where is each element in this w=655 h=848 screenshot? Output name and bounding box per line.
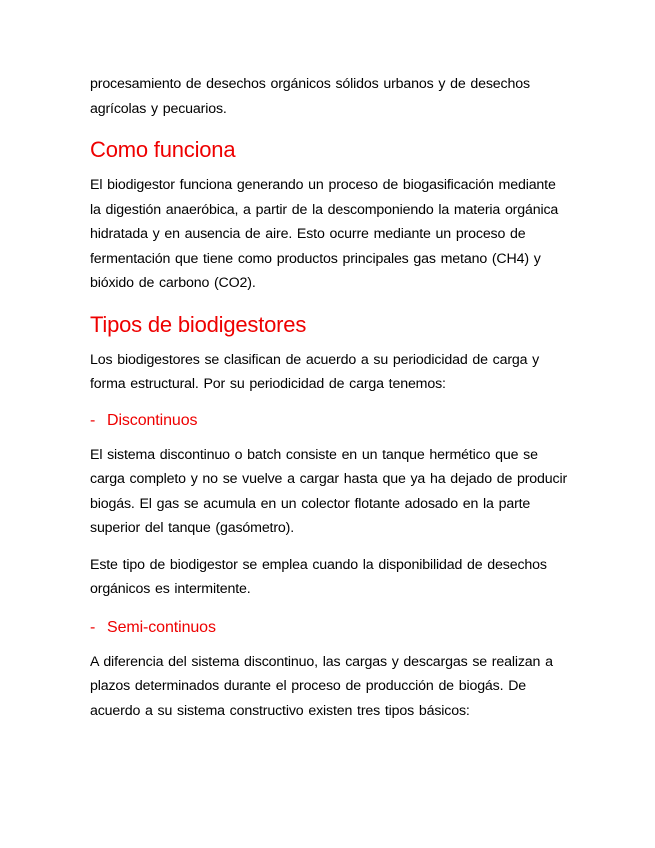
intro-paragraph: procesamiento de desechos orgánicos sólidos urbanos y de desechos agrícolas y pecuarios.	[90, 76, 530, 117]
heading-semicontinuos-label: Semi-continuos	[107, 618, 216, 636]
heading-semicontinuos	[90, 616, 570, 640]
bullet-dash: -	[90, 618, 96, 636]
heading-como-funciona: Como funciona	[90, 137, 236, 162]
paragraph-como-funciona: El biodigestor funciona generando un proceso de biogasificación mediante la digestión anaeróbica, a partir de la descomponiendo la materia orgánica hidratada y en ausencia de aire. Esto ocurre mediante un proceso de fermentación que tiene como productos principales gas metano (CH4) y bióxido de carbono (CO2).	[90, 177, 559, 291]
heading-tipos-biodigestores: Tipos de biodigestores	[90, 311, 307, 337]
document-page	[90, 72, 570, 723]
heading-discontinuos	[90, 409, 570, 433]
bullet-dash: -	[90, 411, 96, 429]
paragraph-discontinuos-description: El sistema discontinuo o batch consiste en un tanque hermético que se carga completo y no se vuelve a cargar hasta que ya ha dejado de producir biogás. El gas se acumula en un colector flotante adosado en la parte superior del tanque (gasómetro).	[90, 446, 568, 536]
paragraph-tipos-biodigestores: Los biodigestores se clasifican de acuerdo a su periodicidad de carga y forma estructural. Por su periodicidad de carga tenemos:	[90, 351, 540, 392]
heading-discontinuos-label: Discontinuos	[107, 411, 198, 429]
paragraph-discontinuos-usage: Este tipo de biodigestor se emplea cuando la disponibilidad de desechos orgánicos es intermitente.	[90, 556, 547, 597]
paragraph-semicontinuos: A diferencia del sistema discontinuo, las cargas y descargas se realizan a plazos determinados durante el proceso de producción de biogás. De acuerdo a su sistema constructivo existen tres tipos básicos:	[90, 653, 553, 719]
